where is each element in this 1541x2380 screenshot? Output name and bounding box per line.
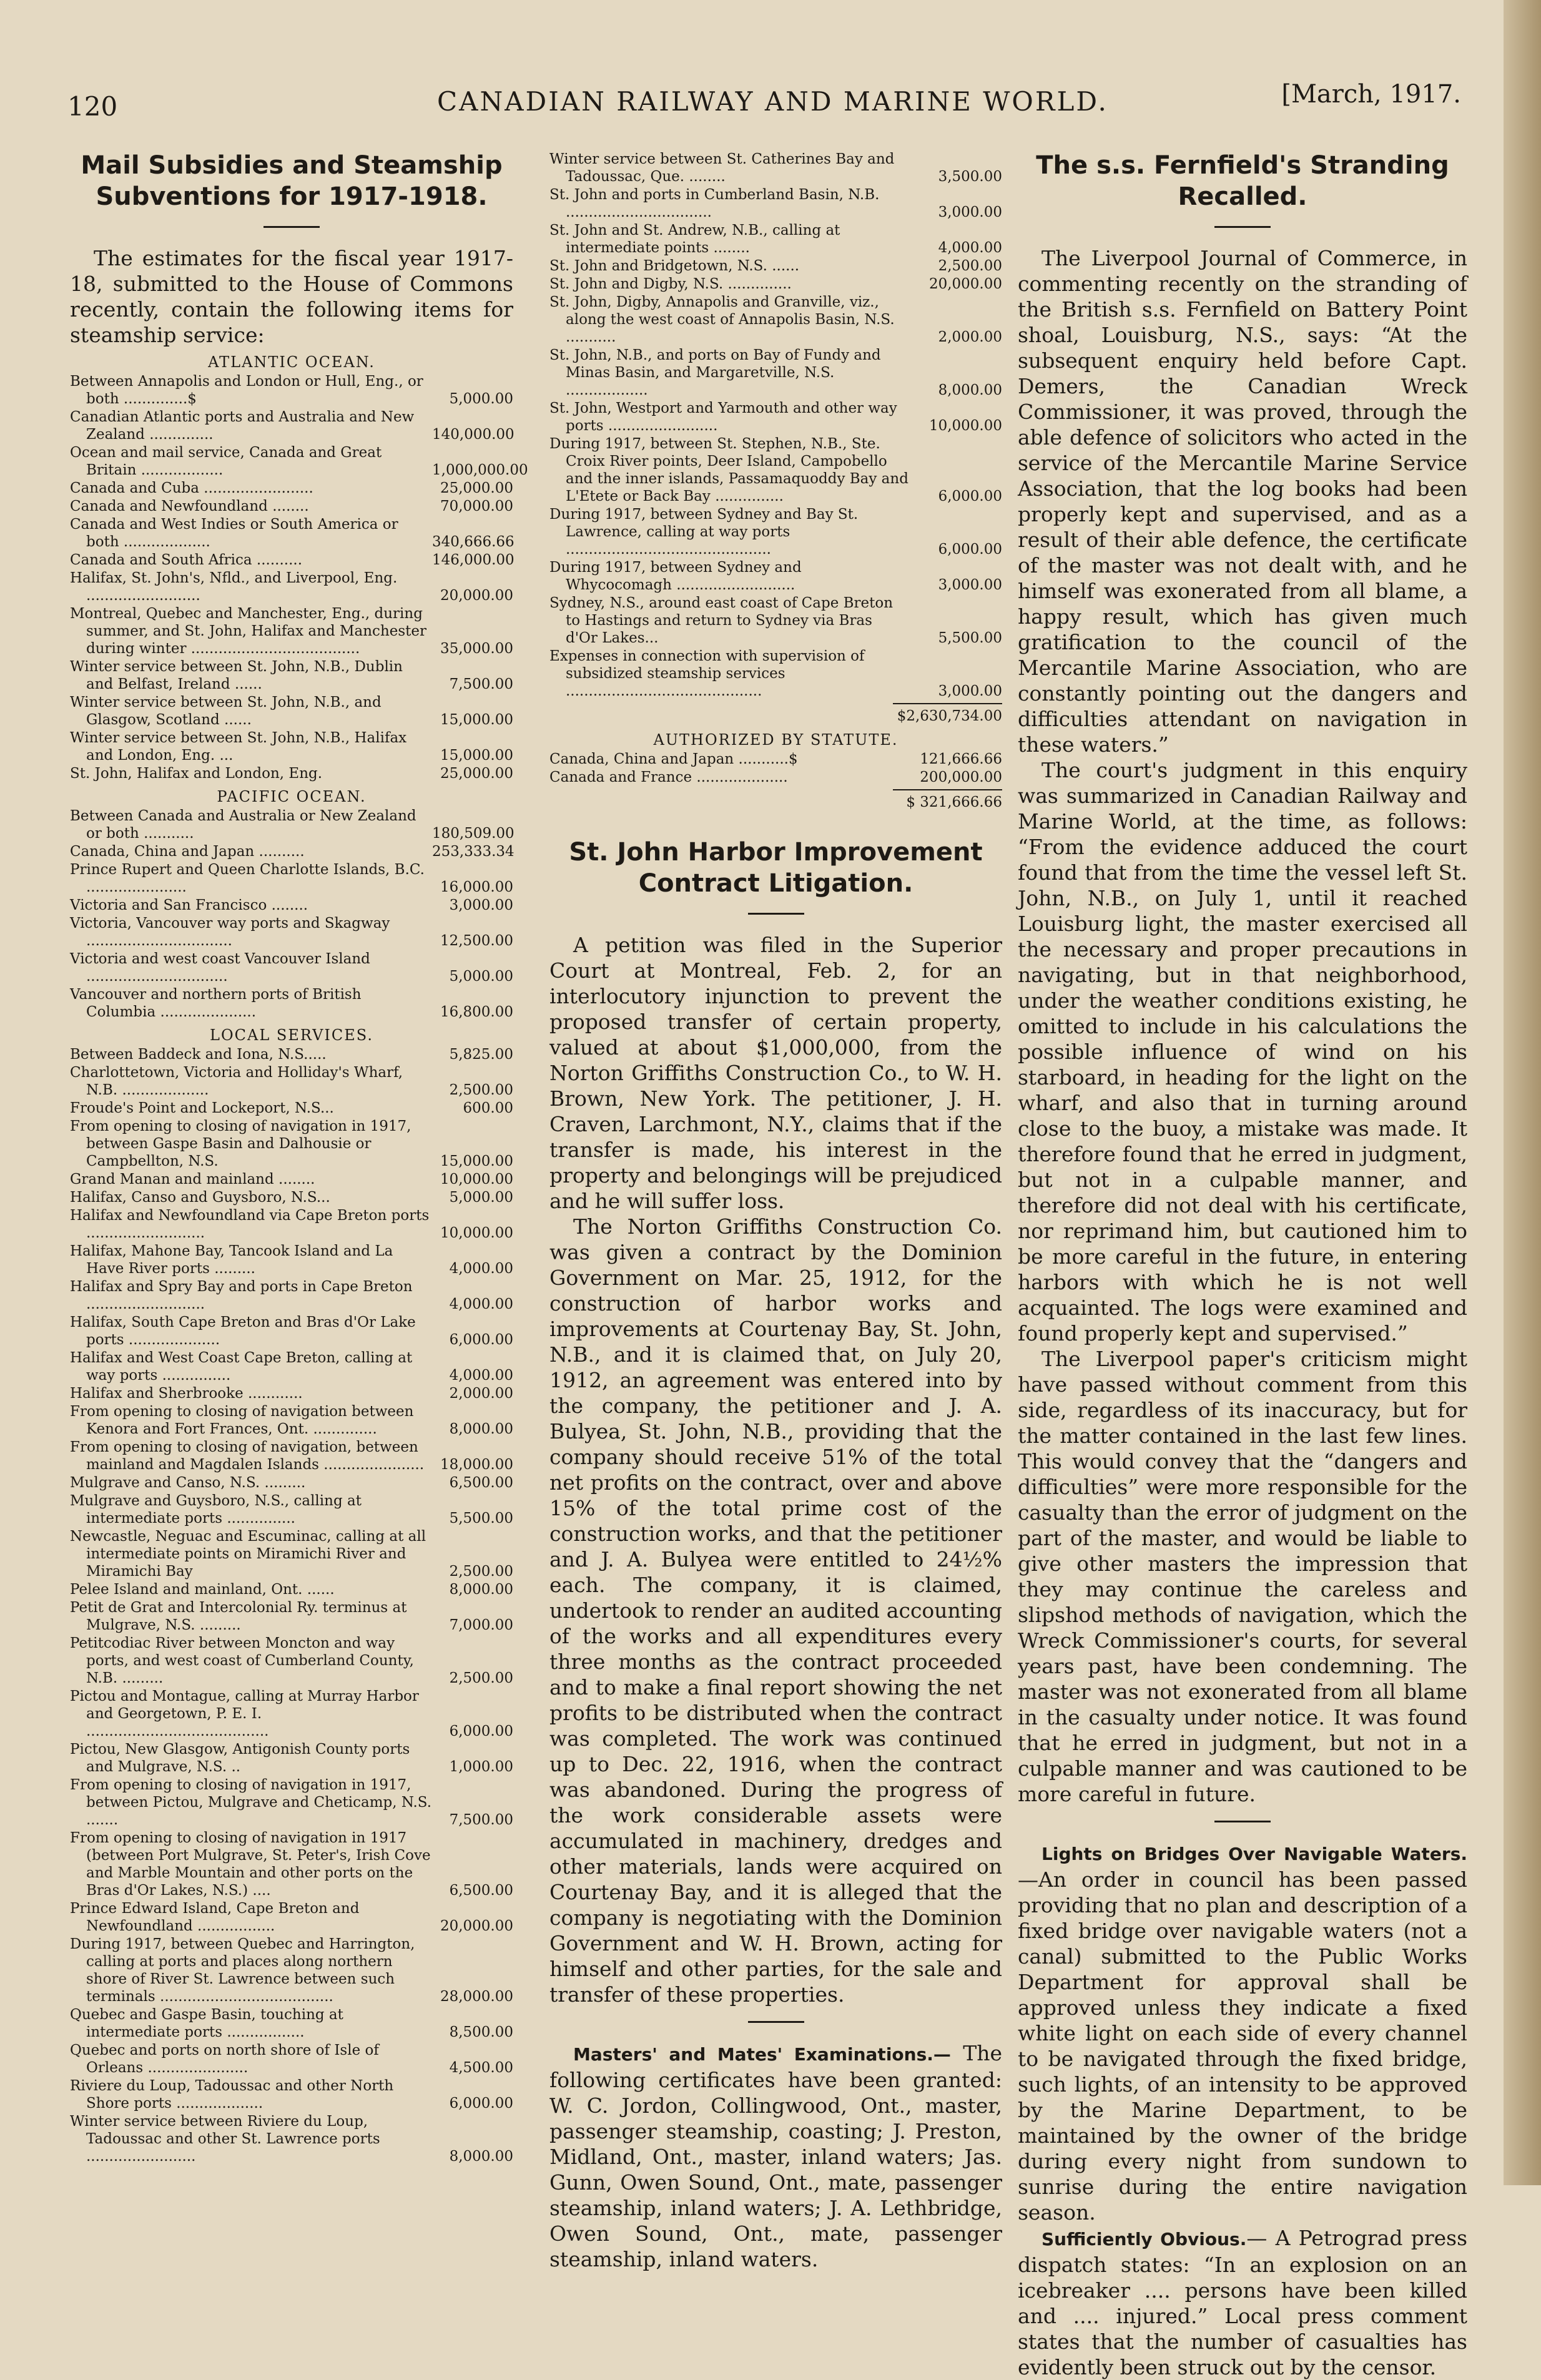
subsidy-route: During 1917, between Sydney and Whycocomagh .......................... bbox=[549, 559, 802, 593]
subsidy-amount: 146,000.00 bbox=[432, 552, 514, 568]
subsidy-amount: 8,000.00 bbox=[449, 2148, 513, 2165]
subsidy-route: Prince Rupert and Queen Charlotte Islands, B.C. ...................... bbox=[70, 862, 425, 895]
subsidy-entry bbox=[70, 950, 513, 985]
subsidy-amount: 6,500.00 bbox=[449, 1882, 513, 1899]
subsidy-entry bbox=[70, 569, 513, 604]
subsidy-amount: 4,000.00 bbox=[938, 240, 1002, 256]
subsidy-entry bbox=[70, 1242, 513, 1277]
subsidy-amount: 8,000.00 bbox=[938, 382, 1002, 398]
subsidy-entry bbox=[70, 1314, 513, 1349]
subsidy-entry bbox=[70, 694, 513, 729]
subsidy-route: Canada and France .................... bbox=[549, 769, 788, 785]
subsidy-route: Canada, China and Japan ...........$ bbox=[549, 751, 798, 767]
masters-heading: Masters' and Mates' Examinations.— bbox=[573, 2044, 951, 2065]
subsidy-entry bbox=[549, 150, 1002, 185]
subsidy-amount: 10,000.00 bbox=[440, 1171, 513, 1188]
subsidy-route: From opening to closing of navigation, between mainland and Magdalen Islands ...................... bbox=[70, 1439, 425, 1473]
subsidy-entry bbox=[70, 373, 513, 408]
article-paragraph: A petition was filed in the Superior Court at Montreal, Feb. 2, for an interlocutory injunction to prevent the proposed transfer of certain property, valued at about $1,000,000, from the Norton Griffiths Construction Co., to W. H. Brown, New York. The petitioner, J. H. Craven, Larchmont, N.Y., claims that if the transfer is made, his interest in the property and belongings will be prejudiced and he will suffer loss. bbox=[549, 933, 1002, 1213]
subsidy-route: Halifax and Newfoundland via Cape Breton ports .......................... bbox=[70, 1207, 430, 1241]
subsidy-entry bbox=[70, 1829, 513, 1899]
subsidy-entry bbox=[70, 807, 513, 842]
subsidy-route: St. John, Halifax and London, Eng. bbox=[70, 765, 323, 782]
subsidy-amount: 4,000.00 bbox=[449, 1367, 513, 1384]
subsidy-amount: 4,500.00 bbox=[449, 2060, 513, 2076]
column-3 bbox=[1018, 150, 1467, 2380]
subsidy-route: Mulgrave and Canso, N.S. ......... bbox=[70, 1475, 306, 1491]
obvious-text: — A Petrograd press dispatch states: “In an explosion on an icebreaker .... persons have been killed and .... injured.” Local press comment states that the number of casualties has evidently been struck out by the censor. bbox=[1018, 2226, 1467, 2379]
subsidy-amount: 6,000.00 bbox=[938, 488, 1002, 504]
subsidy-route: Victoria and San Francisco ........ bbox=[70, 897, 308, 913]
subsidy-route: From opening to closing of navigation in 1917, between Pictou, Mulgrave and Cheticamp, N.S. ....... bbox=[70, 1777, 432, 1828]
subsidy-entry bbox=[70, 1064, 513, 1099]
subsidy-entry bbox=[549, 222, 1002, 257]
pacific-list bbox=[70, 807, 513, 1021]
subsidy-route: Charlottetown, Victoria and Holliday's Wharf, N.B. ................... bbox=[70, 1065, 403, 1098]
subsidy-entry bbox=[70, 1688, 513, 1740]
subsidy-entry bbox=[70, 516, 513, 551]
subsidy-route: Petit de Grat and Intercolonial Ry. terminus at Mulgrave, N.S. ......... bbox=[70, 1600, 407, 1633]
subsidy-amount: 8,000.00 bbox=[449, 1581, 513, 1598]
subsidy-entry bbox=[549, 559, 1002, 594]
subsidy-amount: 25,000.00 bbox=[440, 765, 513, 782]
subsidy-route: Winter service between St. Catherines Bay and Tadoussac, Que. ........ bbox=[549, 151, 895, 185]
subsidy-route: St. John, N.B., and ports on Bay of Fundy and Minas Basin, and Margaretville, N.S. .................. bbox=[549, 347, 881, 398]
subsidy-entry bbox=[70, 479, 513, 497]
column-1 bbox=[70, 150, 528, 2166]
subsidy-entry bbox=[70, 1474, 513, 1492]
subsidy-amount: 10,000.00 bbox=[928, 418, 1002, 434]
subsidy-amount: 6,000.00 bbox=[449, 1332, 513, 1348]
subsidy-entry bbox=[70, 1189, 513, 1206]
subsidy-route: From opening to closing of navigation in 1917 (between Port Mulgrave, St. Peter's, Irish Cove and Marble Mountain and other ports on the Bras d'Or Lakes, N.S.) .... bbox=[70, 1830, 431, 1899]
subsidy-amount: 15,000.00 bbox=[440, 1153, 513, 1169]
article-paragraph: The Liverpool Journal of Commerce, in commenting recently on the stranding of the British s.s. Fernfield on Battery Point shoal, Louisburg, N.S., says: “At the subsequent enquiry held before Capt. Demers, the Canadian Wreck Commissioner, it was proved, through the able defence of solicitors who acted in the service of the Mercantile Marine Service Association, that the log books had been properly kept and supervised, and as a result of their able defence, the certificate of the master was not dealt with, and he himself was exonerated from all blame, a happy result, which has given much gratification to the council of the Mercantile Marine Association, who are constantly pointing out the dangers and difficulties attendant on navigation in these waters.” bbox=[1018, 246, 1467, 757]
subsidy-amount: 15,000.00 bbox=[440, 712, 513, 728]
subsidy-entry bbox=[70, 915, 513, 950]
mail-subsidies-headline: Mail Subsidies and Steamship Subventions for 1917-1918. bbox=[81, 151, 503, 211]
subsidy-route: Pelee Island and mainland, Ont. ...... bbox=[70, 1581, 335, 1598]
subsidy-amount: 5,000.00 bbox=[449, 1189, 513, 1206]
subsidy-entry bbox=[70, 1403, 513, 1438]
subsidy-route: St. John and Bridgetown, N.S. ...... bbox=[549, 258, 800, 274]
subsidy-route: During 1917, between Quebec and Harrington, calling at ports and places along northern shore of River St. Lawrence between such terminals ...................................... bbox=[70, 1936, 415, 2005]
subsidy-entry bbox=[70, 843, 513, 860]
subsidy-route: Winter service between Riviere du Loup, Tadoussac and other St. Lawrence ports ........................ bbox=[70, 2113, 380, 2165]
publication-title: CANADIAN RAILWAY AND MARINE WORLD. bbox=[437, 86, 1108, 117]
subsidy-entry bbox=[549, 647, 1002, 700]
subsidy-amount: 8,500.00 bbox=[449, 2024, 513, 2040]
statute-total: $ 321,666.66 bbox=[893, 789, 1002, 812]
subsidy-route: Quebec and Gaspe Basin, touching at intermediate ports ................. bbox=[70, 2007, 343, 2040]
subsidy-entry bbox=[70, 1438, 513, 1473]
subsidy-route: Victoria, Vancouver way ports and Skagway ................................ bbox=[70, 915, 390, 949]
subsidy-entry bbox=[70, 2006, 513, 2041]
issue-date: [March, 1917. bbox=[1281, 80, 1461, 109]
subsidy-amount: 35,000.00 bbox=[440, 641, 513, 657]
subsidy-entry bbox=[70, 729, 513, 764]
statute-list bbox=[549, 750, 1002, 786]
subsidy-route: Halifax, South Cape Breton and Bras d'Or Lake ports .................... bbox=[70, 1314, 416, 1348]
subsidy-entry bbox=[70, 2077, 513, 2112]
subsidy-amount: 7,500.00 bbox=[449, 1812, 513, 1828]
subsidy-entry bbox=[70, 444, 528, 479]
subsidy-route: Canada and Cuba ........................ bbox=[70, 480, 313, 496]
subsidy-entry bbox=[70, 1528, 513, 1580]
subsidy-entry bbox=[70, 551, 513, 569]
headline-rule bbox=[1214, 226, 1271, 228]
subsidy-amount: 340,666.66 bbox=[432, 534, 514, 550]
subsidy-amount: 20,000.00 bbox=[440, 588, 513, 604]
subsidy-entry bbox=[70, 1935, 513, 2005]
subsidy-amount: 25,000.00 bbox=[440, 480, 513, 496]
subsidy-amount: 7,500.00 bbox=[449, 676, 513, 692]
subsidy-amount: 4,000.00 bbox=[449, 1296, 513, 1312]
subsidy-entry bbox=[70, 1900, 513, 1935]
article-paragraph: The court's judgment in this enquiry was summarized in Canadian Railway and Marine World, at the time, as follows: “From the evidence adduced the court found that from the time the vessel left St. John, N.B., on July 1, until it reached Louisburg light, the master exercised all the necessary and proper precautions in navigating, but in that neighborhood, under the weather conditions existing, he omitted to include in his calculations the possible influence of wind on his starboard, in heading for the light on the wharf, and also that in turning around close to the buoy, a mistake was made. It therefore found that he erred in judgment, but not in a culpable manner, and therefore did not deal with his certificate, nor reprimand him, but cautioned him to be more careful in the future, in entering harbors with which he is not well acquainted. The logs were examined and found properly kept and supervised.” bbox=[1018, 758, 1467, 1345]
subsidy-entry bbox=[70, 986, 513, 1021]
page-edge bbox=[1504, 0, 1541, 2185]
subsidy-amount: 10,000.00 bbox=[440, 1225, 513, 1241]
subsidy-amount: 2,000.00 bbox=[449, 1385, 513, 1402]
masters-paragraph bbox=[549, 2040, 1002, 2272]
subsidy-amount: 28,000.00 bbox=[440, 1989, 513, 2005]
subsidy-route: Vancouver and northern ports of British Columbia ..................... bbox=[70, 986, 362, 1020]
subsidy-amount: 5,000.00 bbox=[449, 968, 513, 985]
headline-rule bbox=[748, 913, 804, 915]
subsidy-route: Halifax, Canso and Guysboro, N.S... bbox=[70, 1189, 330, 1206]
subsidy-amount: 3,000.00 bbox=[938, 683, 1002, 699]
subsidy-amount: 2,500.00 bbox=[938, 258, 1002, 274]
subsidy-route: Montreal, Quebec and Manchester, Eng., during summer, and St. John, Halifax and Manchester during winter ..................................... bbox=[70, 606, 427, 657]
local-services-list-continued bbox=[549, 150, 1002, 700]
subsidy-route: St. John and ports in Cumberland Basin, N.B. ................................ bbox=[549, 187, 880, 220]
subsidy-route: Petitcodiac River between Moncton and way ports, and west coast of Cumberland County, N.B. ......... bbox=[70, 1635, 414, 1686]
masters-text: The following certificates have been granted: W. C. Jordon, Collingwood, Ont., master, passenger steamship, coasting; J. Preston, Midland, Ont., master, inland waters; Jas. Gunn, Owen Sound, Ont., mate, passenger steamship, inland waters; J. A. Lethbridge, Owen Sound, Ont., mate, passenger steamship, inland waters. bbox=[549, 2041, 1002, 2271]
subsidy-amount: 140,000.00 bbox=[432, 426, 514, 443]
subsidy-amount: 121,666.66 bbox=[920, 751, 1002, 767]
subsidy-entry bbox=[70, 897, 513, 914]
subsidy-amount: 5,825.00 bbox=[449, 1046, 513, 1063]
subsidy-entry bbox=[70, 1046, 513, 1063]
subsidy-route: Halifax, St. John's, Nfld., and Liverpool, Eng. ......................... bbox=[70, 570, 398, 604]
subsidy-amount: 16,000.00 bbox=[440, 879, 513, 895]
subsidy-entry bbox=[549, 750, 1002, 768]
subsidy-entry bbox=[549, 769, 1002, 786]
subsidy-route: Halifax and Sherbrooke ............ bbox=[70, 1385, 303, 1402]
subtotal-row bbox=[549, 701, 1002, 725]
subsidy-route: Newcastle, Neguac and Escuminac, calling at all intermediate points on Miramichi River and Miramichi Bay bbox=[70, 1528, 426, 1580]
subsidy-amount: 6,000.00 bbox=[938, 541, 1002, 558]
subsidy-route: Canada and Newfoundland ........ bbox=[70, 498, 309, 514]
harbor-article bbox=[549, 932, 1002, 2007]
lights-heading: Lights on Bridges Over Navigable Waters. bbox=[1041, 1844, 1467, 1864]
subsidy-route: Canadian Atlantic ports and Australia and New Zealand .............. bbox=[70, 409, 415, 443]
subsidy-entry bbox=[70, 1776, 513, 1829]
subsidy-entry bbox=[70, 605, 513, 657]
subsidy-amount: 8,000.00 bbox=[449, 1421, 513, 1437]
article-paragraph: The Liverpool paper's criticism might have passed without comment from this side, regardless of its inaccuracy, but for the matter contained in the last few lines. This would convey that the “dangers and difficulties” were more responsible for the casualty than the error of judgment on the part of the master, and would be liable to give other masters the impression that they may continue the careless and slipshod methods of navigation, which the Wreck Commissioner's courts, for several years past, have been condemning. The master was not exonerated from all blame in the casualty under notice. It was found that he erred in judgment, but not in a culpable manner and was cautioned to be more careful in future. bbox=[1018, 1347, 1467, 1806]
subsidy-amount: 18,000.00 bbox=[440, 1457, 513, 1473]
subsidy-entry bbox=[549, 257, 1002, 275]
page-header bbox=[62, 80, 1461, 136]
subsidy-amount: 3,000.00 bbox=[938, 577, 1002, 593]
subsidy-entry bbox=[70, 861, 513, 896]
subsidy-entry bbox=[70, 658, 513, 693]
subsidy-amount: 2,500.00 bbox=[449, 1082, 513, 1098]
subsidy-route: Pictou, New Glasgow, Antigonish County ports and Mulgrave, N.S. .. bbox=[70, 1741, 410, 1775]
subsidy-route: Expenses in connection with supervision of subsidized steamship services ........................................... bbox=[549, 648, 865, 699]
subtotal: $2,630,734.00 bbox=[893, 703, 1002, 725]
subsidy-amount: 4,000.00 bbox=[449, 1261, 513, 1277]
subsidy-route: Ocean and mail service, Canada and Great Britain .................. bbox=[70, 445, 382, 478]
lights-paragraph bbox=[1018, 1840, 1467, 2225]
subsidy-entry bbox=[70, 408, 513, 443]
subsidy-amount: 3,500.00 bbox=[938, 169, 1002, 185]
subsidy-route: Winter service between St. John, N.B., Halifax and London, Eng. ... bbox=[70, 730, 407, 764]
subsidy-entry bbox=[70, 1385, 513, 1402]
subsidy-route: St. John, Westport and Yarmouth and other way ports ........................ bbox=[549, 400, 897, 434]
subsidy-entry bbox=[70, 1349, 513, 1384]
subsidy-amount: 7,000.00 bbox=[449, 1617, 513, 1633]
subsidy-route: St. John, Digby, Annapolis and Granville, viz., along the west coast of Annapolis Basin, N.S. ........... bbox=[549, 294, 895, 345]
page-number: 120 bbox=[67, 91, 118, 122]
subsidy-route: Canada and South Africa .......... bbox=[70, 552, 303, 568]
subsidy-amount: 3,000.00 bbox=[449, 897, 513, 913]
subsidy-entry bbox=[70, 1171, 513, 1188]
subsidy-entry bbox=[549, 594, 1002, 647]
subsidy-route: St. John and Digby, N.S. .............. bbox=[549, 276, 792, 292]
subsidy-entry bbox=[70, 1581, 513, 1598]
subsidy-route: Mulgrave and Guysboro, N.S., calling at intermediate ports ............... bbox=[70, 1493, 362, 1527]
subsidy-entry bbox=[70, 1207, 513, 1242]
subsidy-amount: 1,000.00 bbox=[449, 1759, 513, 1775]
lights-text: —An order in council has been passed providing that no plan and description of a fixed bridge over navigable waters (not a canal) submitted to the Public Works Department for approval shall be approved unless they indicate a fixed white light on each side of every channel to be navigated through the fixed bridge, such lights, of an intensity to be approved by the Marine Department, to be maintained by the owner of the bridge during every night from sundown to sunrise during the entire navigation season. bbox=[1018, 1867, 1467, 2225]
subsidy-amount: 15,000.00 bbox=[440, 747, 513, 764]
subsidy-route: Pictou and Montague, calling at Murray Harbor and Georgetown, P. E. I. ........................................ bbox=[70, 1688, 419, 1739]
subsidy-entry bbox=[70, 1599, 513, 1634]
subsidy-route: From opening to closing of navigation between Kenora and Fort Frances, Ont. .............. bbox=[70, 1404, 414, 1437]
subsidy-route: Grand Manan and mainland ........ bbox=[70, 1171, 315, 1188]
statute-heading: AUTHORIZED BY STATUTE. bbox=[653, 731, 899, 749]
subsidy-amount: 12,500.00 bbox=[440, 933, 513, 949]
subsidy-entry bbox=[549, 400, 1002, 435]
subsidy-amount: 20,000.00 bbox=[928, 276, 1002, 292]
pacific-heading: PACIFIC OCEAN. bbox=[217, 788, 367, 805]
subsidy-amount: 5,500.00 bbox=[449, 1510, 513, 1527]
mail-intro: The estimates for the fiscal year 1917-18, submitted to the House of Commons recently, contain the following items for steamship service: bbox=[70, 246, 513, 347]
subsidy-amount: 200,000.00 bbox=[920, 769, 1002, 785]
fernfield-headline: The s.s. Fernfield's Stranding Recalled. bbox=[1036, 151, 1449, 211]
subsidy-amount: 6,500.00 bbox=[449, 1475, 513, 1491]
obvious-heading: Sufficiently Obvious. bbox=[1041, 2229, 1247, 2250]
article-paragraph: The Norton Griffiths Construction Co. was given a contract by the Dominion Government on Mar. 25, 1912, for the construction of harbor works and improvements at Courtenay Bay, St. John, N.B., and it is claimed that, on July 20, 1912, an agreement was entered into by the company, the petitioner and J. A. Bulyea, St. John, N.B., providing that the company should receive 51% of the total net profits on the contract, over and above 15% of the total prime cost of the construction works, and that the petitioner and J. A. Bulyea were entitled to 24½% each. The company, it is claimed, undertook to render an audited accounting of the works and all expenditures every three months as the contract proceeded and to make a final report showing the net profits to be distributed when the contract was completed. The work was continued up to Dec. 22, 1916, when the contract was abandoned. During the progress of the work considerable assets were accumulated in machinery, dredges and other materials, lands were acquired on Courtenay Bay, and it is alleged that the company is negotiating with the Dominion Government and W. H. Brown, acting for himself and other parties, for the sale and transfer of these properties. bbox=[549, 1214, 1002, 2007]
section-rule bbox=[748, 2021, 804, 2023]
subsidy-entry bbox=[70, 1099, 513, 1117]
subsidy-amount: 253,333.34 bbox=[432, 843, 514, 860]
subsidy-amount: 5,000.00 bbox=[449, 391, 513, 407]
subsidy-route: Quebec and ports on north shore of Isle of Orleans ...................... bbox=[70, 2042, 379, 2076]
section-rule bbox=[1214, 1821, 1271, 1822]
subsidy-amount: 20,000.00 bbox=[440, 1918, 513, 1934]
subsidy-route: Winter service between St. John, N.B., Dublin and Belfast, Ireland ...... bbox=[70, 659, 403, 692]
atlantic-heading: ATLANTIC OCEAN. bbox=[208, 353, 375, 371]
column-2 bbox=[549, 150, 1002, 2272]
subsidy-route: Prince Edward Island, Cape Breton and Newfoundland ................. bbox=[70, 1901, 360, 1934]
subsidy-route: Halifax, Mahone Bay, Tancook Island and La Have River ports ......... bbox=[70, 1243, 393, 1277]
subsidy-entry bbox=[70, 1278, 513, 1313]
subsidy-route: During 1917, between St. Stephen, N.B., Ste. Croix River points, Deer Island, Campobello and the inner islands, Passamaquoddy Bay and L'Etete or Back Bay ............... bbox=[549, 436, 908, 504]
subsidy-entry bbox=[549, 293, 1002, 346]
subsidy-amount: 2,000.00 bbox=[938, 329, 1002, 345]
subsidy-route: St. John and St. Andrew, N.B., calling at intermediate points ........ bbox=[549, 222, 840, 256]
subsidy-entry bbox=[70, 1741, 513, 1776]
subsidy-entry bbox=[70, 2113, 513, 2165]
subsidy-route: Canada, China and Japan .......... bbox=[70, 843, 305, 860]
subsidy-amount: 1,000,000.00 bbox=[432, 462, 528, 478]
headline-rule bbox=[263, 226, 320, 228]
fernfield-article bbox=[1018, 245, 1467, 1807]
subsidy-amount: 6,000.00 bbox=[449, 2095, 513, 2112]
subsidy-amount: 70,000.00 bbox=[440, 498, 513, 514]
subsidy-route: Halifax and West Coast Cape Breton, calling at way ports ............... bbox=[70, 1350, 413, 1384]
statute-total-row bbox=[549, 787, 1002, 812]
subsidy-amount: 6,000.00 bbox=[449, 1723, 513, 1739]
atlantic-list bbox=[70, 373, 528, 782]
subsidy-amount: 600.00 bbox=[463, 1100, 513, 1116]
subsidy-route: Between Baddeck and Iona, N.S..... bbox=[70, 1046, 327, 1063]
subsidy-amount: 180,509.00 bbox=[432, 825, 514, 842]
subsidy-route: Between Canada and Australia or New Zealand or both ........... bbox=[70, 808, 416, 842]
subsidy-amount: 16,800.00 bbox=[440, 1004, 513, 1020]
subsidy-route: Between Annapolis and London or Hull, Eng., or both ..............$ bbox=[70, 373, 423, 407]
subsidy-entry bbox=[70, 765, 513, 782]
subsidy-entry bbox=[549, 347, 1002, 399]
subsidy-entry bbox=[70, 498, 513, 515]
harbor-headline: St. John Harbor Improvement Contract Litigation. bbox=[569, 838, 983, 898]
subsidy-route: Halifax and Spry Bay and ports in Cape Breton .......................... bbox=[70, 1279, 413, 1312]
subsidy-entry bbox=[70, 1118, 513, 1170]
subsidy-entry bbox=[70, 1635, 513, 1687]
subsidy-amount: 2,500.00 bbox=[449, 1670, 513, 1686]
subsidy-entry bbox=[549, 435, 1002, 505]
subsidy-amount: 3,000.00 bbox=[938, 204, 1002, 220]
subsidy-route: During 1917, between Sydney and Bay St. Lawrence, calling at way ports ............................................. bbox=[549, 506, 859, 558]
subsidy-entry bbox=[70, 1492, 513, 1527]
subsidy-entry bbox=[549, 275, 1002, 293]
subsidy-route: Froude's Point and Lockeport, N.S... bbox=[70, 1100, 334, 1116]
subsidy-entry bbox=[70, 2042, 513, 2077]
local-services-list bbox=[70, 1046, 513, 2165]
subsidy-route: Canada and West Indies or South America or both ................... bbox=[70, 516, 398, 550]
subsidy-entry bbox=[549, 186, 1002, 221]
subsidy-entry bbox=[549, 506, 1002, 558]
subsidy-route: Sydney, N.S., around east coast of Cape Breton to Hastings and return to Sydney via Bras d'Or Lakes... bbox=[549, 595, 894, 646]
subsidy-route: Winter service between St. John, N.B., and Glasgow, Scotland ...... bbox=[70, 694, 382, 728]
subsidy-route: Riviere du Loup, Tadoussac and other North Shore ports ................... bbox=[70, 2078, 394, 2112]
subsidy-route: From opening to closing of navigation in 1917, between Gaspe Basin and Dalhousie or Campbellton, N.S. bbox=[70, 1118, 411, 1169]
subsidy-route: Victoria and west coast Vancouver Island ............................... bbox=[70, 951, 370, 985]
obvious-paragraph bbox=[1018, 2225, 1467, 2380]
subsidy-amount: 5,500.00 bbox=[938, 630, 1002, 646]
subsidy-amount: 2,500.00 bbox=[449, 1563, 513, 1580]
local-services-heading: LOCAL SERVICES. bbox=[210, 1026, 373, 1044]
